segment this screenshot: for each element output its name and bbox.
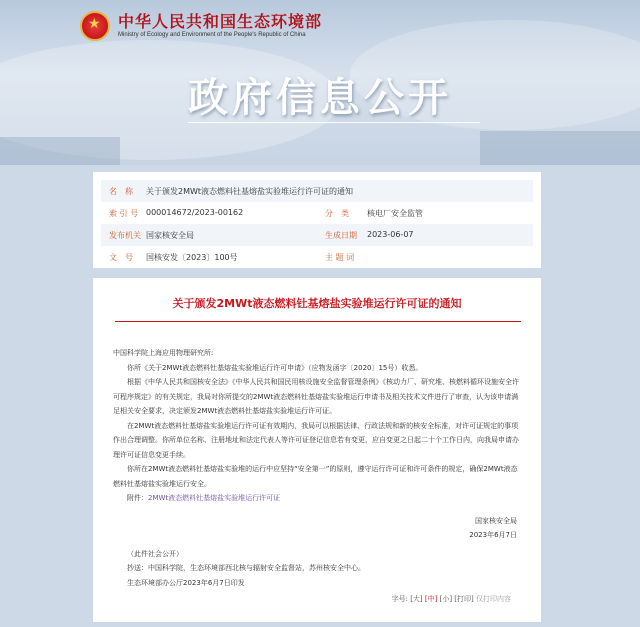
document-card [93, 278, 541, 622]
font-small-button[interactable]: [小] [439, 595, 453, 603]
meta-index-value: 000014672/2023-00162 [146, 207, 244, 217]
meta-docno-label: 文 号 [109, 252, 133, 262]
banner-underline [188, 122, 480, 123]
font-size-label: 字号: [391, 595, 408, 603]
print-button[interactable]: [打印] [454, 595, 474, 603]
national-emblem-icon [80, 11, 110, 41]
meta-row-index [101, 202, 533, 224]
meta-row-name [101, 180, 533, 202]
meta-name-value: 关于颁发2MWt液态燃料钍基熔盐实验堆运行许可证的通知 [146, 186, 354, 196]
banner-title: 政府信息公开 [188, 75, 452, 121]
site-name-en: Ministry of Ecology and Environment of the People's Republic of China [118, 32, 306, 38]
printed-line: 生态环境部办公厅2023年6月7日印发 [127, 578, 245, 587]
paragraph: 根据《中华人民共和国核安全法》《中华人民共和国民用核设施安全监督管理条例》《核动力厂、研究堆、核燃料循环设施安全许可程序规定》的有关规定，我局对你所提交的2MWt液态燃料钍基熔盐实验堆运行申请书及相关技术文件进行了审查，认为该申请满足相关安全要求，决定颁发2MWt液态燃料钍基熔盐实验堆运行许可证。 [113, 378, 519, 415]
document-body [113, 346, 521, 590]
meta-name-label: 名 称 [109, 186, 133, 196]
meta-issuer-label: 发布机关 [109, 230, 141, 240]
site-name-cn: 中华人民共和国生态环境部 [118, 12, 323, 31]
banner-skyline [480, 131, 640, 165]
document-title: 关于颁发2MWt液态燃料钍基熔盐实验堆运行许可证的通知 [172, 297, 462, 310]
meta-category-value: 核电厂安全监管 [367, 208, 423, 218]
addressee: 中国科学院上海应用物理研究所: [113, 349, 214, 357]
banner-skyline [0, 137, 120, 165]
font-medium-button[interactable]: [中] [424, 595, 438, 603]
paragraph: 你所《关于2MWt液态燃料钍基熔盐实验堆运行许可申请》（应物发函字〔2020〕15号）收悉。 [127, 363, 423, 372]
meta-date-value: 2023-06-07 [367, 229, 414, 239]
print-content-button[interactable]: 仅打印内容 [476, 595, 511, 603]
page-tools [392, 594, 511, 604]
paragraph: 你所在2MWt液态燃料钍基熔盐实验堆的运行中应坚持“安全第一”的原则，遵守运行许可证和许可条件的规定，确保2MWt液态燃料钍基熔盐实验堆运行安全。 [113, 465, 518, 488]
paragraph: 在2MWt液态燃料钍基熔盐实验堆运行许可证有效期内，我局可以根据法律、行政法规和新的核安全标准，对许可证规定的事项作出合理调整。你所单位名称、注册地址和法定代表人等许可证登记信息若有变更，应自变更之日起二十个工作日内，向我局申请办理许可证信息变更手续。 [113, 421, 519, 459]
font-large-button[interactable]: [大] [410, 595, 423, 603]
title-divider [115, 321, 521, 322]
site-logo[interactable] [80, 11, 322, 41]
cc-line: 抄送：中国科学院，生态环境部西北核与辐射安全监督站，苏州核安全中心。 [127, 564, 365, 572]
banner [0, 0, 640, 165]
meta-issuer-value: 国家核安全局 [146, 230, 194, 240]
meta-date-label: 生成日期 [325, 230, 357, 240]
meta-docno-value: 国核安发〔2023〕100号 [146, 252, 238, 262]
attachment-link[interactable]: 2MWt液态燃料钍基熔盐实验堆运行许可证 [148, 494, 281, 502]
publicity-note: （此件社会公开） [127, 549, 183, 558]
sign-date: 2023年6月7日 [469, 531, 517, 539]
document-metadata [93, 172, 541, 268]
meta-index-label: 索 引 号 [109, 208, 139, 218]
meta-row-issuer [101, 224, 533, 246]
meta-subject-label: 主 题 词 [325, 252, 355, 262]
meta-category-label: 分 类 [325, 208, 349, 218]
attachment-label: 附件： [127, 494, 148, 502]
meta-row-docno [101, 246, 533, 268]
signer: 国家核安全局 [475, 516, 517, 525]
attachment-line [113, 491, 521, 506]
